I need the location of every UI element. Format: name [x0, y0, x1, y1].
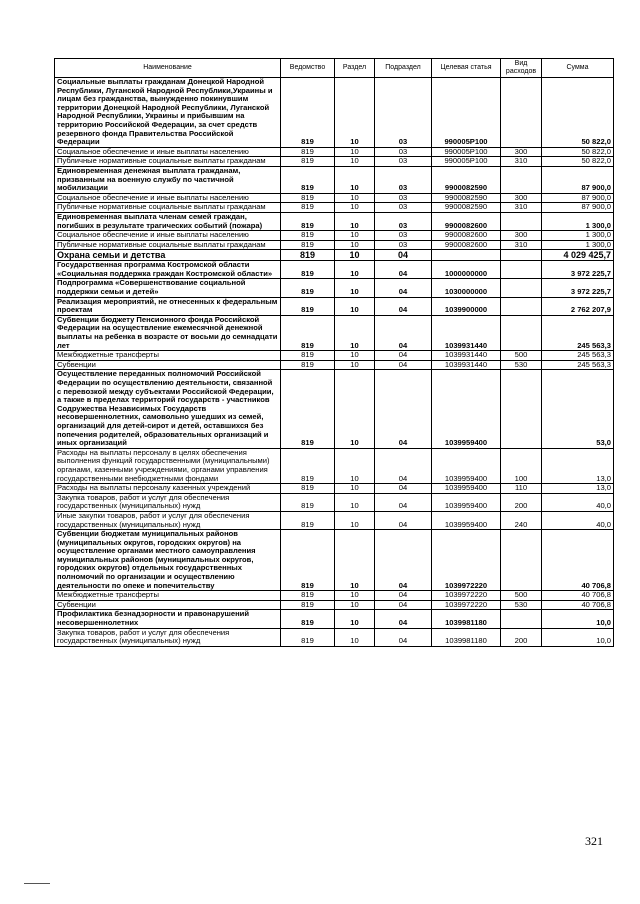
header-target: Целевая статья [432, 59, 501, 78]
cell-target: 1039972220 [432, 600, 501, 610]
cell-exp-type: 200 [501, 628, 542, 646]
budget-table [54, 58, 614, 647]
cell-sum: 13,0 [542, 448, 614, 483]
table-row [55, 203, 614, 213]
cell-section: 10 [335, 610, 375, 628]
table-row [55, 78, 614, 148]
cell-exp-type: 500 [501, 591, 542, 601]
table-row [55, 448, 614, 483]
cell-name: Публичные нормативные социальные выплаты гражданам [55, 240, 281, 250]
cell-target: 990005P100 [432, 147, 501, 157]
cell-section: 10 [335, 297, 375, 315]
cell-dept: 819 [281, 297, 335, 315]
cell-section: 10 [335, 511, 375, 529]
cell-dept: 819 [281, 351, 335, 361]
header-dept: Ведомство [281, 59, 335, 78]
cell-name: Осуществление переданных полномочий Российской Федерации по осуществлению деятельности, связанной с перевозкой между субъектами Российской Федерации, а также в пределах территорий государств - участников Содружества Независимых Государств несовершеннолетних, самовольно ушедших из семей, организаций для детей-сирот и детей, оставшихся без попечения родителей, образовательных организаций и иных организаций [55, 370, 281, 448]
cell-subsection: 04 [375, 261, 432, 279]
cell-sum: 87 900,0 [542, 203, 614, 213]
cell-subsection: 03 [375, 78, 432, 148]
cell-exp-type [501, 279, 542, 297]
cell-dept: 819 [281, 193, 335, 203]
table-row [55, 591, 614, 601]
cell-section: 10 [335, 212, 375, 230]
cell-target: 1000000000 [432, 261, 501, 279]
cell-exp-type [501, 250, 542, 261]
cell-dept: 819 [281, 484, 335, 494]
cell-section: 10 [335, 448, 375, 483]
cell-subsection: 04 [375, 610, 432, 628]
cell-section: 10 [335, 591, 375, 601]
cell-section: 10 [335, 231, 375, 241]
cell-subsection: 04 [375, 370, 432, 448]
cell-sum: 40,0 [542, 493, 614, 511]
cell-name: Охрана семьи и детства [55, 250, 281, 261]
cell-name: Расходы на выплаты персоналу в целях обеспечения выполнения функций государственными (муниципальными) органами, казенными учреждениями, органами управления государственными внебюджетными фондами [55, 448, 281, 483]
cell-sum: 2 762 207,9 [542, 297, 614, 315]
cell-sum: 3 972 225,7 [542, 261, 614, 279]
cell-section: 10 [335, 261, 375, 279]
cell-target: 1039972220 [432, 591, 501, 601]
cell-subsection: 03 [375, 231, 432, 241]
table-row [55, 193, 614, 203]
cell-name: Подпрограмма «Совершенствование социальной поддержки семьи и детей» [55, 279, 281, 297]
cell-section: 10 [335, 493, 375, 511]
cell-name: Расходы на выплаты персоналу казенных учреждений [55, 484, 281, 494]
cell-exp-type: 310 [501, 203, 542, 213]
cell-section: 10 [335, 600, 375, 610]
table-row [55, 231, 614, 241]
cell-target: 1039981180 [432, 610, 501, 628]
cell-section: 10 [335, 193, 375, 203]
table-row [55, 240, 614, 250]
cell-target: 1039931440 [432, 360, 501, 370]
cell-dept: 819 [281, 530, 335, 591]
cell-exp-type: 500 [501, 351, 542, 361]
table-row [55, 484, 614, 494]
table-row [55, 360, 614, 370]
cell-exp-type: 300 [501, 231, 542, 241]
cell-subsection: 04 [375, 351, 432, 361]
cell-dept: 819 [281, 212, 335, 230]
cell-dept: 819 [281, 493, 335, 511]
cell-subsection: 04 [375, 279, 432, 297]
cell-name: Иные закупки товаров, работ и услуг для обеспечения государственных (муниципальных) нужд [55, 511, 281, 529]
cell-dept: 819 [281, 511, 335, 529]
cell-subsection: 03 [375, 203, 432, 213]
cell-dept: 819 [281, 203, 335, 213]
cell-subsection: 04 [375, 484, 432, 494]
table-row [55, 315, 614, 350]
table-row [55, 370, 614, 448]
table-body [55, 78, 614, 647]
cell-name: Профилактика безнадзорности и правонарушений несовершеннолетних [55, 610, 281, 628]
cell-subsection: 04 [375, 297, 432, 315]
table-header-row [55, 59, 614, 78]
header-sum: Сумма [542, 59, 614, 78]
cell-sum: 40,0 [542, 511, 614, 529]
cell-exp-type: 100 [501, 448, 542, 483]
cell-section: 10 [335, 351, 375, 361]
header-exp-type: Вид расходов [501, 59, 542, 78]
cell-dept: 819 [281, 600, 335, 610]
cell-section: 10 [335, 530, 375, 591]
cell-exp-type: 530 [501, 360, 542, 370]
cell-section: 10 [335, 360, 375, 370]
cell-subsection: 04 [375, 591, 432, 601]
cell-name: Межбюджетные трансферты [55, 591, 281, 601]
cell-target: 1039959400 [432, 511, 501, 529]
page-corner-mark [24, 883, 50, 884]
cell-name: Субвенции бюджетам муниципальных районов (муниципальных округов, городских округов) на осуществление органами местного самоуправления муниципальных районов (муниципальных округов, городских округов) отдельных государственных полномочий по организации и осуществлению деятельности по опеке и попечительству [55, 530, 281, 591]
cell-name: Публичные нормативные социальные выплаты гражданам [55, 157, 281, 167]
cell-sum: 4 029 425,7 [542, 250, 614, 261]
cell-exp-type: 300 [501, 193, 542, 203]
cell-dept: 819 [281, 360, 335, 370]
cell-dept: 819 [281, 591, 335, 601]
cell-section: 10 [335, 147, 375, 157]
cell-name: Единовременная денежная выплата гражданам, призванным на военную службу по частичной мобилизации [55, 166, 281, 193]
cell-dept: 819 [281, 610, 335, 628]
cell-subsection: 04 [375, 360, 432, 370]
table-row [55, 157, 614, 167]
cell-sum: 50 822,0 [542, 157, 614, 167]
cell-exp-type [501, 212, 542, 230]
header-section: Раздел [335, 59, 375, 78]
cell-sum: 1 300,0 [542, 212, 614, 230]
table-row [55, 351, 614, 361]
cell-exp-type: 110 [501, 484, 542, 494]
cell-subsection: 04 [375, 315, 432, 350]
cell-subsection: 04 [375, 448, 432, 483]
cell-name: Публичные нормативные социальные выплаты гражданам [55, 203, 281, 213]
cell-dept: 819 [281, 628, 335, 646]
cell-dept: 819 [281, 370, 335, 448]
cell-exp-type [501, 261, 542, 279]
page-number: 321 [585, 834, 603, 848]
table-row [55, 250, 614, 261]
table-row [55, 166, 614, 193]
cell-sum: 87 900,0 [542, 193, 614, 203]
cell-sum: 40 706,8 [542, 530, 614, 591]
cell-exp-type [501, 370, 542, 448]
cell-dept: 819 [281, 147, 335, 157]
cell-section: 10 [335, 484, 375, 494]
cell-name: Реализация мероприятий, не отнесенных к федеральным проектам [55, 297, 281, 315]
cell-dept: 819 [281, 261, 335, 279]
cell-sum: 245 563,3 [542, 315, 614, 350]
cell-target: 1039900000 [432, 297, 501, 315]
cell-target: 990005P100 [432, 157, 501, 167]
cell-sum: 245 563,3 [542, 360, 614, 370]
cell-target: 9900082600 [432, 212, 501, 230]
cell-section: 10 [335, 370, 375, 448]
cell-sum: 40 706,8 [542, 600, 614, 610]
cell-sum: 50 822,0 [542, 78, 614, 148]
table-row [55, 628, 614, 646]
cell-exp-type [501, 297, 542, 315]
cell-sum: 53,0 [542, 370, 614, 448]
cell-subsection: 04 [375, 628, 432, 646]
table-row [55, 610, 614, 628]
cell-section: 10 [335, 250, 375, 261]
cell-subsection: 03 [375, 166, 432, 193]
cell-sum: 1 300,0 [542, 231, 614, 241]
cell-target: 1039931440 [432, 315, 501, 350]
cell-section: 10 [335, 203, 375, 213]
cell-target [432, 250, 501, 261]
cell-exp-type: 530 [501, 600, 542, 610]
cell-dept: 819 [281, 250, 335, 261]
cell-subsection: 03 [375, 212, 432, 230]
cell-exp-type: 240 [501, 511, 542, 529]
cell-name: Межбюджетные трансферты [55, 351, 281, 361]
cell-exp-type: 200 [501, 493, 542, 511]
cell-section: 10 [335, 78, 375, 148]
cell-subsection: 04 [375, 600, 432, 610]
cell-target: 9900082590 [432, 166, 501, 193]
cell-target: 1039931440 [432, 351, 501, 361]
cell-subsection: 04 [375, 250, 432, 261]
cell-name: Субвенции [55, 600, 281, 610]
header-subsection: Подраздел [375, 59, 432, 78]
cell-exp-type [501, 610, 542, 628]
cell-name: Закупка товаров, работ и услуг для обеспечения государственных (муниципальных) нужд [55, 493, 281, 511]
cell-sum: 50 822,0 [542, 147, 614, 157]
cell-target: 9900082600 [432, 231, 501, 241]
cell-subsection: 04 [375, 511, 432, 529]
cell-dept: 819 [281, 315, 335, 350]
cell-sum: 3 972 225,7 [542, 279, 614, 297]
cell-exp-type [501, 166, 542, 193]
cell-dept: 819 [281, 448, 335, 483]
cell-dept: 819 [281, 231, 335, 241]
table-row [55, 493, 614, 511]
cell-subsection: 04 [375, 493, 432, 511]
cell-sum: 10,0 [542, 610, 614, 628]
cell-exp-type: 300 [501, 147, 542, 157]
table-row [55, 261, 614, 279]
cell-name: Социальное обеспечение и иные выплаты населению [55, 147, 281, 157]
cell-target: 990005P100 [432, 78, 501, 148]
cell-target: 1030000000 [432, 279, 501, 297]
cell-sum: 40 706,8 [542, 591, 614, 601]
cell-section: 10 [335, 166, 375, 193]
header-name: Наименование [55, 59, 281, 78]
cell-sum: 87 900,0 [542, 166, 614, 193]
table-row [55, 600, 614, 610]
cell-target: 1039981180 [432, 628, 501, 646]
table-row [55, 511, 614, 529]
cell-target: 1039959400 [432, 484, 501, 494]
cell-section: 10 [335, 157, 375, 167]
cell-subsection: 03 [375, 157, 432, 167]
cell-name: Социальное обеспечение и иные выплаты населению [55, 231, 281, 241]
cell-target: 1039959400 [432, 493, 501, 511]
cell-name: Субвенции бюджету Пенсионного фонда Российской Федерации на осуществление ежемесячной денежной выплаты на ребенка в возрасте от восьми до семнадцати лет [55, 315, 281, 350]
cell-sum: 245 563,3 [542, 351, 614, 361]
cell-target: 9900082590 [432, 193, 501, 203]
cell-exp-type [501, 78, 542, 148]
cell-target: 1039959400 [432, 370, 501, 448]
cell-exp-type: 310 [501, 157, 542, 167]
cell-target: 9900082600 [432, 240, 501, 250]
cell-dept: 819 [281, 157, 335, 167]
cell-target: 9900082590 [432, 203, 501, 213]
table-row [55, 279, 614, 297]
cell-dept: 819 [281, 166, 335, 193]
table-row [55, 212, 614, 230]
cell-section: 10 [335, 240, 375, 250]
cell-exp-type [501, 530, 542, 591]
cell-sum: 13,0 [542, 484, 614, 494]
cell-section: 10 [335, 315, 375, 350]
cell-target: 1039972220 [432, 530, 501, 591]
table-row [55, 530, 614, 591]
cell-section: 10 [335, 279, 375, 297]
cell-name: Закупка товаров, работ и услуг для обеспечения государственных (муниципальных) нужд [55, 628, 281, 646]
cell-dept: 819 [281, 279, 335, 297]
cell-sum: 10,0 [542, 628, 614, 646]
cell-dept: 819 [281, 240, 335, 250]
cell-subsection: 03 [375, 147, 432, 157]
cell-subsection: 03 [375, 193, 432, 203]
cell-name: Единовременная выплата членам семей граждан, погибших в результате трагических событий (пожара) [55, 212, 281, 230]
table-row [55, 297, 614, 315]
cell-name: Субвенции [55, 360, 281, 370]
cell-exp-type: 310 [501, 240, 542, 250]
cell-name: Государственная программа Костромской области «Социальная поддержка граждан Костромской области» [55, 261, 281, 279]
cell-section: 10 [335, 628, 375, 646]
cell-exp-type [501, 315, 542, 350]
cell-sum: 1 300,0 [542, 240, 614, 250]
cell-target: 1039959400 [432, 448, 501, 483]
cell-subsection: 03 [375, 240, 432, 250]
cell-name: Социальные выплаты гражданам Донецкой Народной Республики, Луганской Народной Республики,Украины и лицам без гражданства, вынужденно покинувшим территории Донецкой Народной Республики, Луганской Народной Республики, Украины и прибывшим на территорию Российской Федерации, за счет средств резервного фонда Правительства Российской Федерации [55, 78, 281, 148]
cell-name: Социальное обеспечение и иные выплаты населению [55, 193, 281, 203]
cell-dept: 819 [281, 78, 335, 148]
table-row [55, 147, 614, 157]
cell-subsection: 04 [375, 530, 432, 591]
